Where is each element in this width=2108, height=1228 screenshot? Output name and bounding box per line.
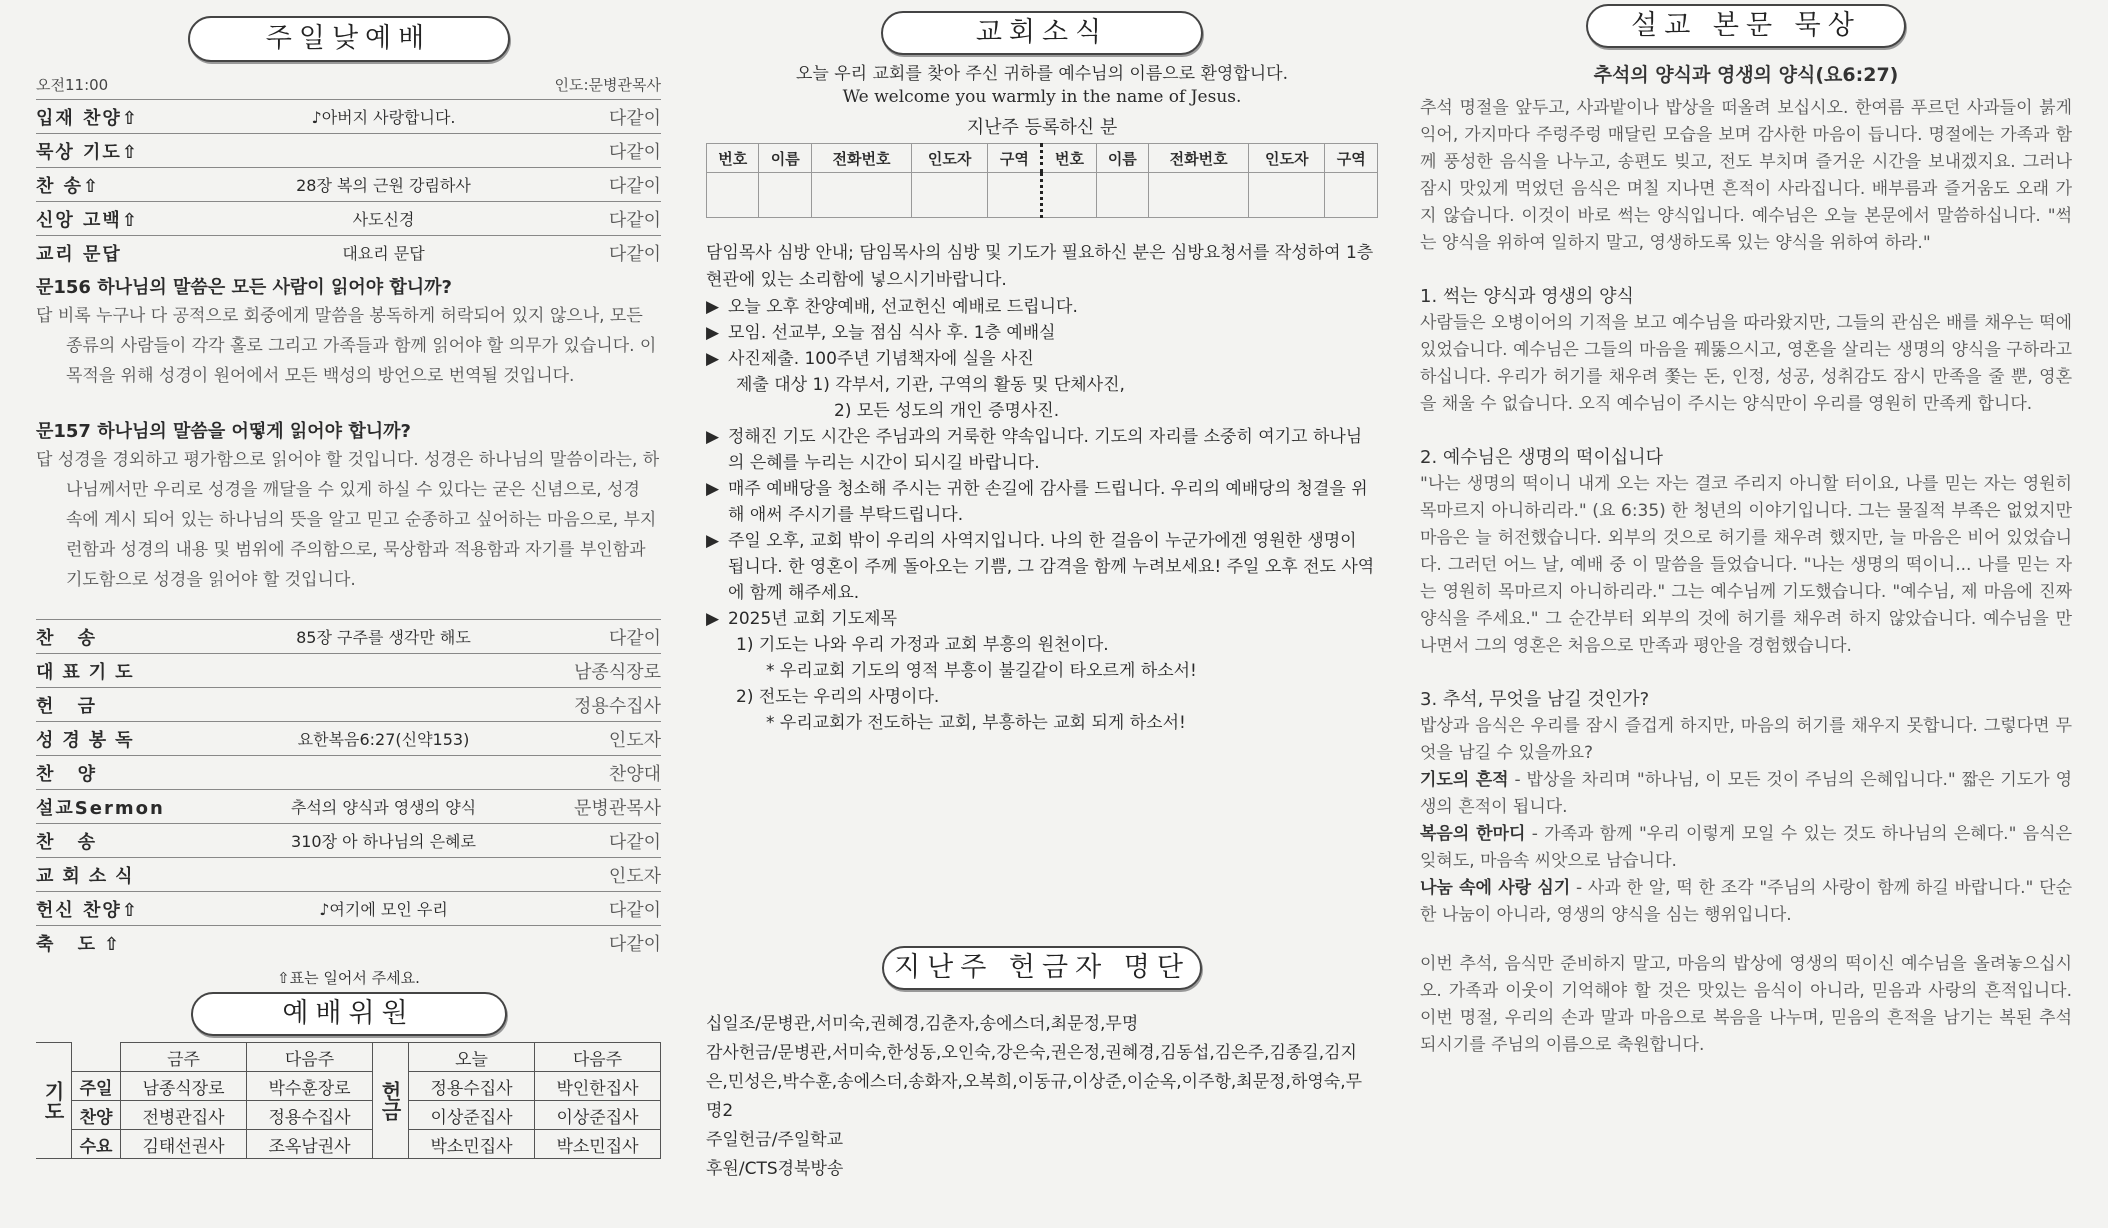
welcome-korean: 오늘 우리 교회를 찾아 주신 귀하를 예수님의 이름으로 환영합니다. <box>795 64 1289 84</box>
donor-sponsor: 후원/CTS경북방송 <box>706 1159 844 1179</box>
order-list-1 <box>36 99 661 269</box>
registration-header-row: 번호 이름 전화번호 인도자 구역 번호 이름 전화번호 인도자 구역 <box>707 144 1378 173</box>
order-row: 묵상 기도⇧ 다같이 <box>36 134 661 168</box>
church-news-column <box>706 0 1378 1184</box>
registration-table <box>706 143 1378 218</box>
staff-row: 주일 남종식장로 박수훈장로 정용수집사 박인한집사 <box>36 1072 661 1101</box>
catechism-question-157: 문157 하나님의 말씀을 어떻게 읽어야 합니까? <box>36 421 411 442</box>
sermon-heading-2: 2. 예수님은 생명의 떡이십니다 <box>1420 447 1663 468</box>
stand-note: ⇧표는 일어서 주세요. <box>277 969 420 987</box>
sermon-point: 나눔 속에 사랑 심기 - 사과 한 알, 떡 한 조각 "주님의 사랑이 함께 하길 바랍니다." 단순한 나눔이 아니라, 영생의 양식을 심는 행위입니다. <box>1420 878 2072 925</box>
worship-leader: 인도:문병관목사 <box>554 76 661 94</box>
notice-item: ▶ 오늘 오후 찬양예배, 선교헌신 예배로 드립니다. <box>706 297 1078 317</box>
registration-empty-row <box>707 173 1378 218</box>
staff-side-prayer: 기도 <box>36 1043 72 1159</box>
sermon-title: 추석의 양식과 영생의 양식(요6:27) <box>1593 64 1899 86</box>
sermon-intro: 추석 명절을 앞두고, 사과밭이나 밥상을 떠올려 보십시오. 한여름 푸르던 사과들이 붉게 익어, 가지마다 주렁주렁 매달린 모습을 보며 감사한 마음이 듭니다. 명절에는 가족과 함께 풍성한 음식을 나누고, 송편도 빚고, 전도 부치며 즐거운 시간을 보내겠지요. 그러나 잠시 맛있게 먹었던 음식은 며칠 지나면 흔적이 사라집니다. 배부름과 즐거움도 오래 가지 않습니다. 이것이 바로 썩는 양식입니다. 예수님은 오늘 본문에서 말씀하십니다. "썩는 양식을 위하여 일하지 말고, 영생하도록 있는 양식을 위하여 하라." <box>1420 98 2072 253</box>
welcome-message <box>706 63 1378 109</box>
worship-title: 주일낮예배 <box>188 16 510 62</box>
sermon-conclusion: 이번 추석, 음식만 준비하지 말고, 마음의 밥상에 영생의 떡이신 예수님을 올려놓으십시오. 가족과 이웃이 기억해야 할 것은 맛있는 음식이 아니라, 믿음과 사랑의 흔적입니다. 이번 명절, 우리의 손과 말과 마음으로 복음을 나누며, 믿음의 흔적을 남기는 복된 추석 되시기를 주님의 이름으로 축원합니다. <box>1420 954 2072 1055</box>
order-row: 찬 송 85장 구주를 생각만 해도 다같이 <box>36 619 661 654</box>
sermon-heading-3: 3. 추석, 무엇을 남길 것인가? <box>1420 689 1650 710</box>
staff-row: 수요 김태선권사 조옥남권사 박소민집사 박소민집사 <box>36 1130 661 1159</box>
order-list-2 <box>36 619 661 959</box>
donor-list <box>706 1010 1378 1184</box>
staff-side-offering: 헌금 <box>373 1043 409 1159</box>
order-row: 입재 찬양⇧ ♪아버지 사랑합니다. 다같이 <box>36 99 661 134</box>
notice-item: ▶ 사진제출. 100주년 기념책자에 실을 사진 <box>706 349 1034 369</box>
donor-tithe: 십일조/문병관,서미숙,권혜경,김춘자,송에스더,최문정,무명 <box>706 1014 1139 1034</box>
welcome-english: We welcome you warmly in the name of Jesus. <box>842 87 1242 107</box>
staff-title: 예배위원 <box>191 992 507 1036</box>
order-row: 성경봉독 요한복음6:27(신약153) 인도자 <box>36 722 661 756</box>
notice-subitem: 2) 모든 성도의 개인 증명사진. <box>834 401 1060 421</box>
staff-table: 기도 금주 다음주 헌금 오늘 다음주 주일 남종식장로 박수훈장로 정용수집사 박인한집사 찬양 전병관집사 정용수집사 이상준집사 이상준집사 수요 김태선권사 조옥남권사 박소민집사 박소민집사 <box>36 1042 661 1159</box>
sermon-point: 복음의 한마디 - 가족과 함께 "우리 이렇게 모일 수 있는 것도 하나님의 은혜다." 음식은 잊혀도, 마음속 씨앗으로 남습니다. <box>1420 824 2072 871</box>
donor-thanks: 감사헌금/문병관,서미숙,한성동,오인숙,강은숙,권은정,권혜경,김동섭,김은주,김종길,김지은,민성은,박수훈,송에스더,송화자,오복희,이동규,이상준,이순옥,이주항,최문정,하영숙,무명2 <box>706 1043 1363 1121</box>
prayer-topic: 2) 전도는 우리의 사명이다. <box>736 687 940 707</box>
catechism-answer-157: 답 성경을 경외하고 평가함으로 읽어야 할 것입니다. 성경은 하나님의 말씀이라는, 하나님께서만 우리로 성경을 깨달을 수 있게 하실 수 있다는 굳은 신념으로, 성경 속에 계시 되어 있는 하나님의 뜻을 알고 믿고 순종하고 싶어하는 마음으로, 부지런함과 성경의 내용 및 범위에 주의함으로, 묵상함과 적용함과 자기를 부인함과 기도함으로 성경을 읽어야 할 것입니다. <box>36 450 660 590</box>
notice-item: ▶ 정해진 기도 시간은 주님과의 거룩한 약속입니다. 기도의 자리를 소중히 여기고 하나님의 은혜를 누리는 시간이 되시길 바랍니다. <box>706 427 1363 473</box>
prayer-topic: 1) 기도는 나와 우리 가정과 교회 부흥의 원천이다. <box>736 635 1109 655</box>
order-row: 찬 송 310장 아 하나님의 은혜로 다같이 <box>36 824 661 858</box>
notice-item: ▶ 주일 오후, 교회 밖이 우리의 사역지입니다. 나의 한 걸음이 누군가에겐 영원한 생명이 됩니다. 한 영혼이 주께 돌아오는 기쁨, 그 감격을 함께 누려보세요! 주일 오후 전도 사역에 함께 해주세요. <box>706 531 1375 603</box>
order-row: 설교Sermon 추석의 양식과 영생의 양식 문병관목사 <box>36 790 661 824</box>
order-row: 찬 양 찬양대 <box>36 756 661 790</box>
order-row: 헌신 찬양⇧ ♪여기에 모인 우리 다같이 <box>36 892 661 926</box>
prayer-topic-detail: * 우리교회 기도의 영적 부흥이 불길같이 타오르게 하소서! <box>766 661 1197 681</box>
prayer-topic-detail: * 우리교회가 전도하는 교회, 부흥하는 교회 되게 하소서! <box>766 713 1186 733</box>
order-row: 대표기도 남종식장로 <box>36 654 661 688</box>
order-row: 헌 금 정용수집사 <box>36 688 661 722</box>
worship-header <box>36 74 661 95</box>
donor-sunday: 주일헌금/주일학교 <box>706 1130 844 1150</box>
order-row: 교리 문답 대요리 문답 다같이 <box>36 243 661 265</box>
sermon-paragraph-2: "나는 생명의 떡이니 내게 오는 자는 결코 주리지 아니할 터이요, 나를 믿는 자는 영원히 목마르지 아니하리라." (요 6:35) 한 청년의 이야기입니다. 그는 물질적 부족은 없었지만 마음은 늘 허전했습니다. 외부의 것으로 허기를 채우려 했지만, 늘 마음은 비어 있었습니다. 그러던 어느 날, 예배 중 이 말씀을 들었습니다. "나는 생명의 떡이니... 나를 믿는 자는 영원히 목마르지 아니하리라." 그는 예수님께 기도했습니다. "예수님, 제 마음에 진짜 양식을 주세요." 그 순간부터 외부의 것에 허기를 채우려 하지 않았습니다. 예수님을 만나면서 그의 영혼은 처음으로 만족과 평안을 경험했습니다. <box>1420 474 2072 656</box>
notice-item: ▶ 매주 예배당을 청소해 주시는 귀한 손길에 감사를 드립니다. 우리의 예배당의 청결을 위해 애써 주시기를 부탁드립니다. <box>706 479 1368 525</box>
notice-item: ▶ 2025년 교회 기도제목 <box>706 609 898 629</box>
order-row: 신앙 고백⇧ 사도신경 다같이 <box>36 202 661 236</box>
sermon-paragraph-3: 밥상과 음식은 우리를 잠시 즐겁게 하지만, 마음의 허기를 채우지 못합니다. 그렇다면 무엇을 남길 수 있을까요? <box>1420 716 2072 763</box>
sermon-meditation-column <box>1420 0 2072 1059</box>
order-row: 교회소식 인도자 <box>36 858 661 892</box>
sermon-heading-1: 1. 썩는 양식과 영생의 양식 <box>1420 286 1634 307</box>
worship-order-column <box>36 0 661 1159</box>
order-row: 축 도⇧ 다같이 <box>36 933 661 955</box>
catechism-question-156: 문156 하나님의 말씀은 모든 사람이 읽어야 합니까? <box>36 277 452 298</box>
pastor-visit-notice: 담임목사 심방 안내; 담임목사의 심방 및 기도가 필요하신 분은 심방요청서를 작성하여 1층 현관에 있는 소리함에 넣으시기바랍니다. <box>706 243 1374 290</box>
worship-time: 오전11:00 <box>36 76 109 94</box>
order-row: 찬 송⇧ 28장 복의 근원 강림하사 다같이 <box>36 168 661 202</box>
news-title: 교회소식 <box>881 11 1203 55</box>
sermon-paragraph-1: 사람들은 오병이어의 기적을 보고 예수님을 따라왔지만, 그들의 관심은 배를 채우는 떡에 있었습니다. 예수님은 그들의 마음을 꿰뚫으시고, 영혼을 살리는 생명의 양식을 구하라고 하십니다. 우리가 허기를 채우려 쫓는 돈, 인정, 성공, 성취감도 잠시 만족을 줄 뿐, 영혼을 채울 수 없습니다. 오직 예수님이 주시는 양식만이 우리를 영원히 만족케 합니다. <box>1420 313 2072 414</box>
meditation-title: 설교 본문 묵상 <box>1586 4 1906 48</box>
donors-title: 지난주 헌금자 명단 <box>882 946 1202 990</box>
registration-title: 지난주 등록하신 분 <box>966 117 1118 138</box>
catechism-answer-156: 답 비록 누구나 다 공적으로 회중에게 말씀을 봉독하게 허락되어 있지 않으나, 모든 종류의 사람들이 각각 홀로 그리고 가족들과 함께 읽어야 할 의무가 있습니다. 이 목적을 위해 성경이 원어에서 모든 백성의 방언으로 번역될 것입니다. <box>36 306 657 386</box>
staff-row: 찬양 전병관집사 정용수집사 이상준집사 이상준집사 <box>36 1101 661 1130</box>
sermon-point: 기도의 흔적 - 밥상을 차리며 "하나님, 이 모든 것이 주님의 은혜입니다." 짧은 기도가 영생의 흔적이 됩니다. <box>1420 770 2072 817</box>
notice-subitem: 제출 대상 1) 각부서, 기관, 구역의 활동 및 단체사진, <box>736 375 1125 395</box>
notice-item: ▶ 모임. 선교부, 오늘 점심 식사 후. 1층 예배실 <box>706 323 1056 343</box>
